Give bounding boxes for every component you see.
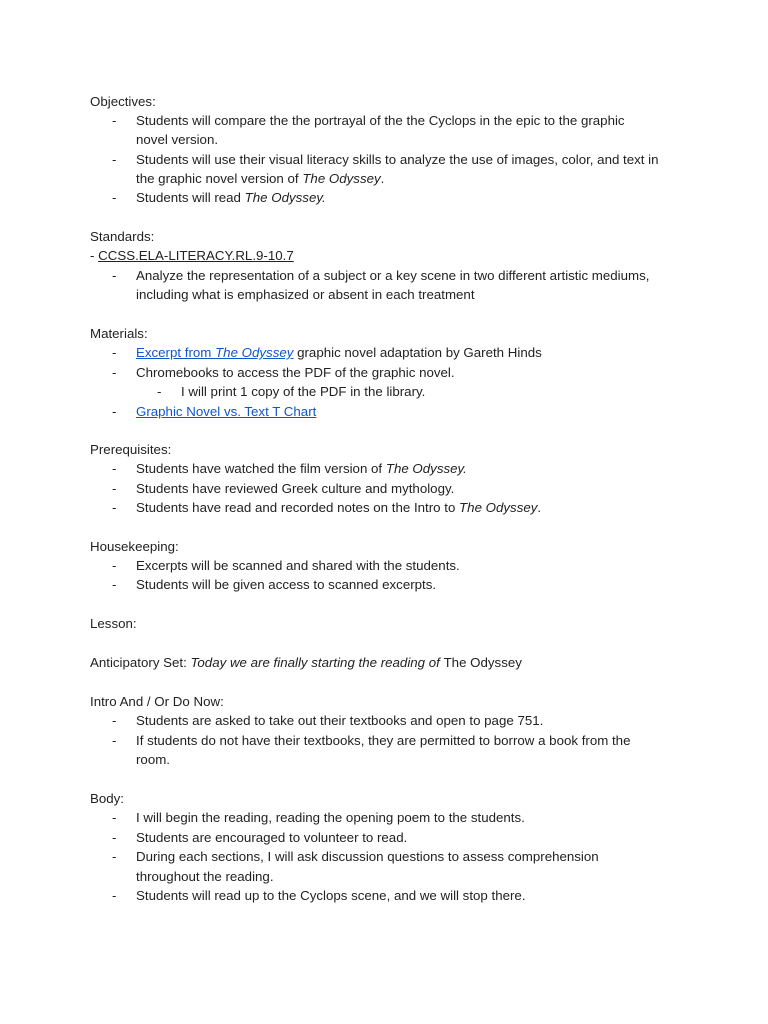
book-title: The Odyssey xyxy=(459,500,538,515)
body-heading: Body: xyxy=(90,791,125,806)
intro-heading: Intro And / Or Do Now: xyxy=(90,694,224,709)
prerequisites-heading: Prerequisites: xyxy=(90,442,172,457)
intro-2-line-1: If students do not have their textbooks, they are permitted to borrow a book from the xyxy=(136,733,631,748)
anticipatory-label: Anticipatory Set: xyxy=(90,655,191,670)
prerequisite-3-punct: . xyxy=(537,500,542,515)
excerpt-link[interactable] xyxy=(136,345,293,360)
material-1-rest: graphic novel adaptation by Gareth Hinds xyxy=(293,345,542,360)
bullet-dash: - xyxy=(112,461,117,476)
bullet-dash: - xyxy=(112,190,117,205)
material-1 xyxy=(136,343,542,362)
bullet-dash: - xyxy=(112,849,117,864)
bullet-dash: - xyxy=(112,268,117,283)
excerpt-link-title[interactable]: The Odyssey xyxy=(215,345,294,360)
bullet-dash: - xyxy=(112,733,117,748)
book-title: The Odyssey. xyxy=(385,461,467,476)
objective-1-line-1: Students will compare the the portrayal of the the Cyclops in the epic to the graphic xyxy=(136,113,625,128)
objective-2-punct: . xyxy=(380,171,385,186)
standard-desc-line-2: including what is emphasized or absent in each treatment xyxy=(136,287,475,302)
bullet-dash: - xyxy=(112,558,117,573)
material-2: Chromebooks to access the PDF of the graphic novel. xyxy=(136,365,455,380)
sub-bullet-dash: - xyxy=(157,384,162,399)
objective-2-line-2 xyxy=(136,169,384,188)
bullet-dash: - xyxy=(112,404,117,419)
body-3-line-2: throughout the reading. xyxy=(136,869,274,884)
body-4: Students will read up to the Cyclops scene, and we will stop there. xyxy=(136,888,526,903)
standard-code xyxy=(90,246,294,265)
body-3-line-1: During each sections, I will ask discussion questions to assess comprehension xyxy=(136,849,599,864)
excerpt-link-text[interactable]: Excerpt from xyxy=(136,345,216,360)
bullet-dash: - xyxy=(112,810,117,825)
objective-1-line-2: novel version. xyxy=(136,132,219,147)
objective-3-text: Students will read xyxy=(136,190,245,205)
anticipatory-italic: Today we are finally starting the reading of xyxy=(190,655,444,670)
material-3 xyxy=(136,402,316,421)
book-title: The Odyssey xyxy=(302,171,381,186)
bullet-dash: - xyxy=(112,830,117,845)
bullet-dash: - xyxy=(112,888,117,903)
bullet-dash: - xyxy=(112,481,117,496)
bullet-dash: - xyxy=(112,345,117,360)
prerequisite-1-text: Students have watched the film version of xyxy=(136,461,386,476)
lesson-heading: Lesson: xyxy=(90,616,137,631)
body-2: Students are encouraged to volunteer to read. xyxy=(136,830,408,845)
prerequisite-3 xyxy=(136,498,541,517)
bullet-dash: - xyxy=(112,365,117,380)
body-1: I will begin the reading, reading the opening poem to the students. xyxy=(136,810,525,825)
intro-1: Students are asked to take out their textbooks and open to page 751. xyxy=(136,713,544,728)
bullet-dash: - xyxy=(112,152,117,167)
prerequisite-1 xyxy=(136,459,467,478)
bullet-dash: - xyxy=(112,713,117,728)
objective-2-text: the graphic novel version of xyxy=(136,171,303,186)
standard-code-link[interactable]: CCSS.ELA-LITERACY.RL.9-10.7 xyxy=(98,248,294,263)
objective-3 xyxy=(136,188,326,207)
anticipatory-title: The Odyssey xyxy=(443,655,522,670)
bullet-dash: - xyxy=(112,113,117,128)
objectives-heading: Objectives: xyxy=(90,94,156,109)
bullet-dash: - xyxy=(112,500,117,515)
standard-desc-line-1: Analyze the representation of a subject or a key scene in two different artistic mediums, xyxy=(136,268,650,283)
bullet-dash: - xyxy=(112,577,117,592)
anticipatory-set xyxy=(90,653,522,672)
housekeeping-2: Students will be given access to scanned excerpts. xyxy=(136,577,437,592)
prerequisite-2: Students have reviewed Greek culture and mythology. xyxy=(136,481,455,496)
book-title: The Odyssey. xyxy=(244,190,326,205)
standard-prefix: - xyxy=(90,248,99,263)
material-2-sub: I will print 1 copy of the PDF in the library. xyxy=(181,384,426,399)
standards-heading: Standards: xyxy=(90,229,155,244)
t-chart-link[interactable]: Graphic Novel vs. Text T Chart xyxy=(136,404,317,419)
housekeeping-heading: Housekeeping: xyxy=(90,539,179,554)
prerequisite-3-text: Students have read and recorded notes on the Intro to xyxy=(136,500,460,515)
objective-2-line-1: Students will use their visual literacy skills to analyze the use of images, color, and text in xyxy=(136,152,659,167)
materials-heading: Materials: xyxy=(90,326,148,341)
intro-2-line-2: room. xyxy=(136,752,170,767)
housekeeping-1: Excerpts will be scanned and shared with the students. xyxy=(136,558,460,573)
